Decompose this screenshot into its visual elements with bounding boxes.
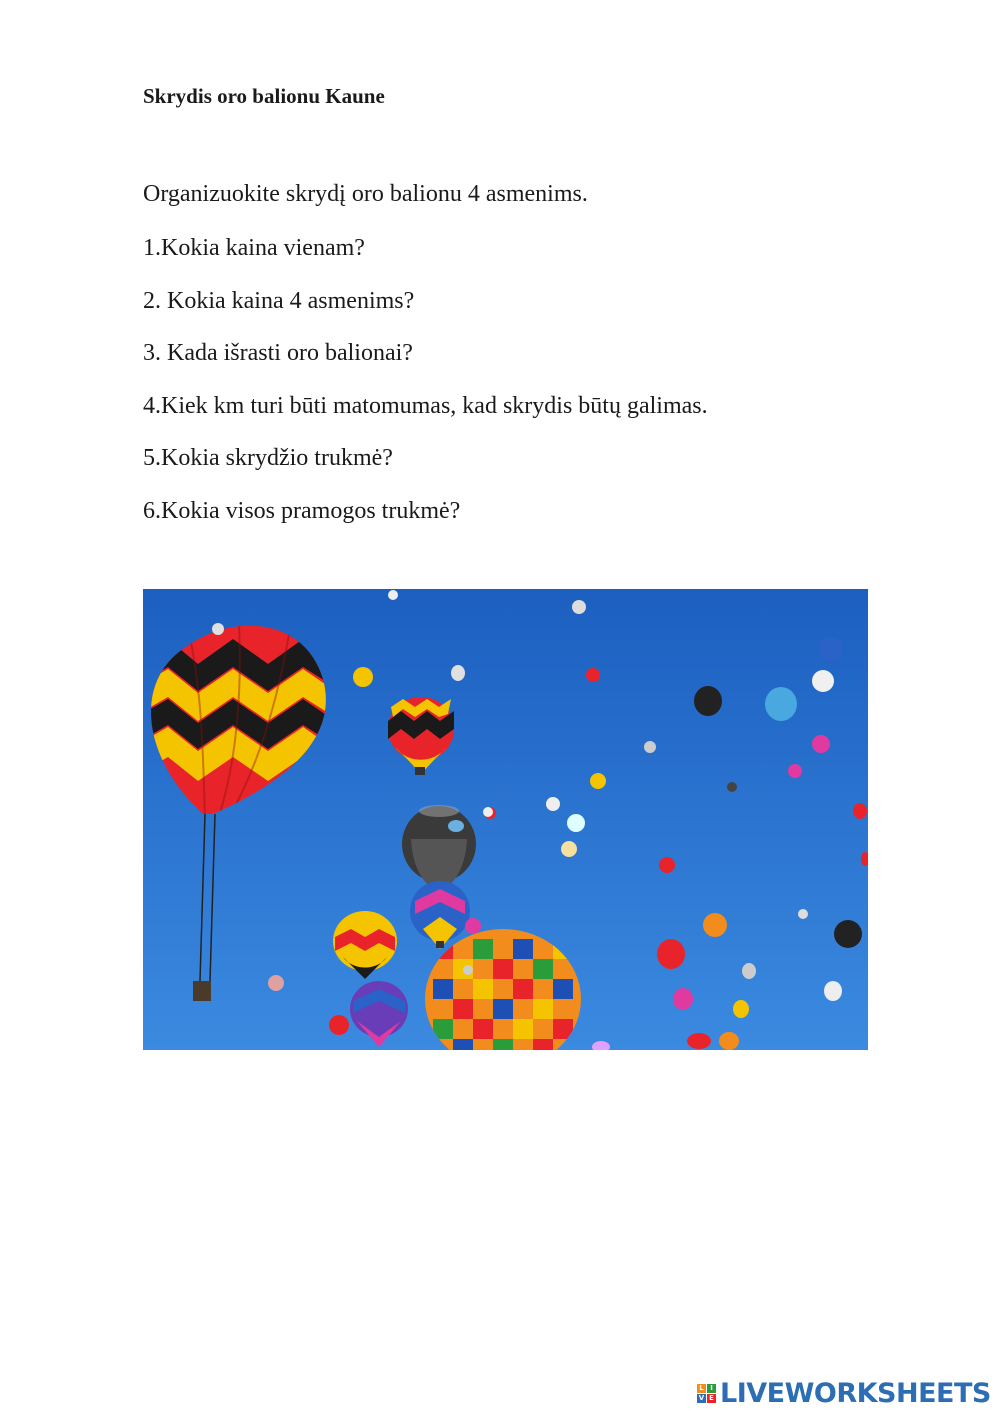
question-4: 4.Kiek km turi būti matomumas, kad skrydis būtų galimas. <box>143 392 708 419</box>
question-list <box>143 233 708 549</box>
liveworksheets-logo <box>697 1377 991 1409</box>
question-5: 5.Kokia skrydžio trukmė? <box>143 445 393 472</box>
question-6: 6.Kokia visos pramogos trukmė? <box>143 497 461 524</box>
logo-letter-i: I <box>707 1384 716 1393</box>
question-1: 1.Kokia kaina vienam? <box>143 235 365 261</box>
balloons-illustration <box>143 589 868 1050</box>
question-3: 3. Kada išrasti oro balionai? <box>143 340 413 367</box>
brand-name: LIVEWORKSHEETS <box>720 1377 991 1409</box>
logo-mark-icon <box>697 1384 716 1403</box>
logo-letter-l: L <box>697 1384 706 1393</box>
hot-air-balloons-photo <box>143 589 868 1050</box>
question-2: 2. Kokia kaina 4 asmenims? <box>143 287 415 314</box>
worksheet-title: Skrydis oro balionu Kaune <box>143 84 385 108</box>
logo-letter-v: V <box>698 1394 705 1402</box>
intro-text: Organizuokite skrydį oro balionu 4 asmenims. <box>143 181 588 207</box>
logo-letter-e: E <box>707 1394 716 1403</box>
